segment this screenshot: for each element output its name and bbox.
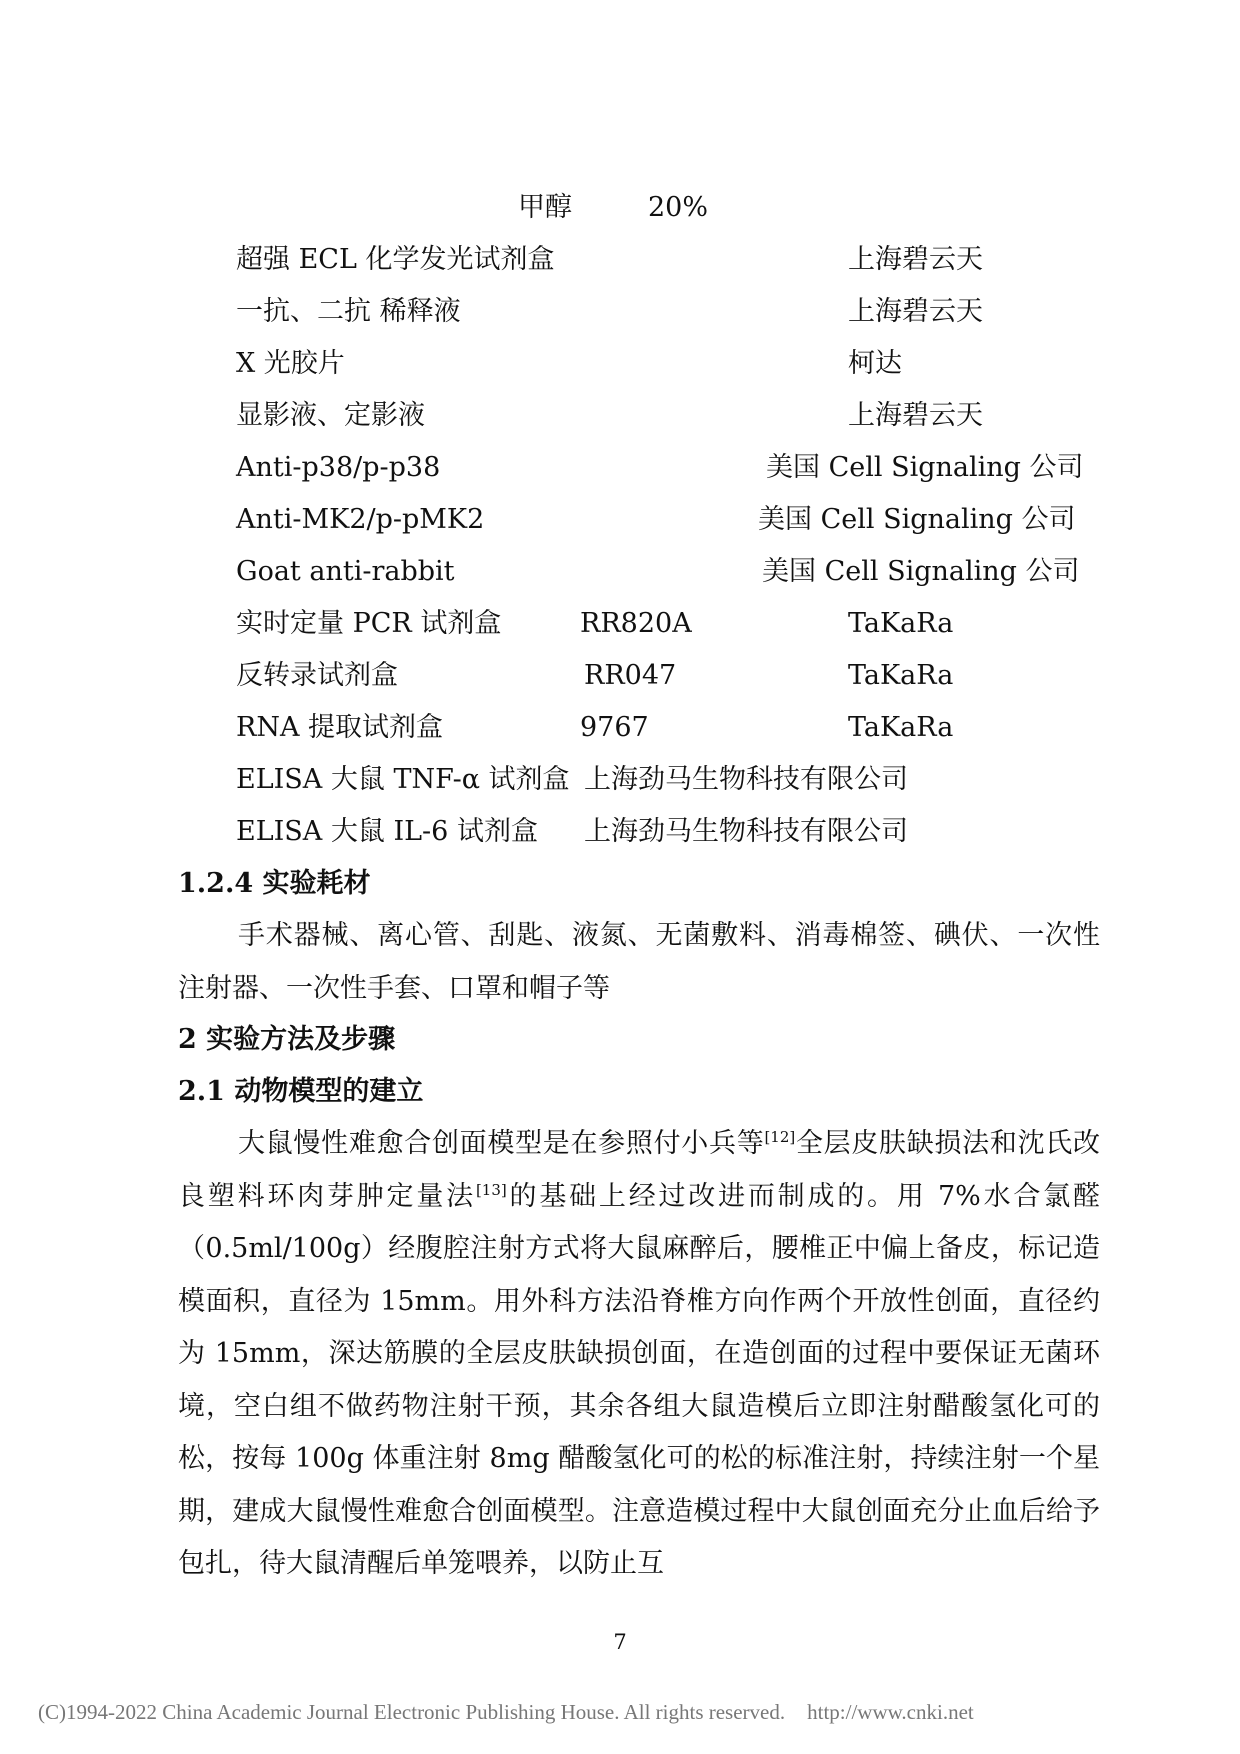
- footer-url[interactable]: http://www.cnki.net: [807, 1700, 974, 1724]
- reagent-name: X 光胶片: [236, 348, 345, 379]
- reagent-code: RR047: [584, 660, 677, 691]
- reference-12: [12]: [764, 1128, 796, 1146]
- reagent-name: ELISA 大鼠 IL-6 试剂盒: [236, 816, 538, 847]
- reagent-supplier: 美国 Cell Signaling 公司: [766, 452, 1084, 483]
- section-heading-2-1: 2.1 动物模型的建立: [178, 1076, 424, 1107]
- model-text: [178, 1118, 1100, 1591]
- reagent-supplier: TaKaRa: [848, 712, 954, 743]
- reagent-name: Anti-p38/p-p38: [236, 452, 441, 483]
- section-heading-1-2-4: 1.2.4 实验耗材: [178, 868, 371, 899]
- reagent-supplier: 上海碧云天: [848, 296, 983, 327]
- model-text-part-c: 的基础上经过改进而制成的。用 7%水合氯醛（0.5ml/100g）经腹腔注射方式将大鼠麻醉后，腰椎正中偏上备皮，标记造模面积，直径为 15mm。用外科方法沿脊椎方向作两个开放性创面，直径约为 15mm，深达筋膜的全层皮肤缺损创面，在造创面的过程中要保证无菌环境，空白组不做药物注射干预，其余各组大鼠造模后立即注射醋酸氢化可的松，按每 100g 体重注射 8mg 醋酸氢化可的松的标准注射，持续注射一个星期，建成大鼠慢性难愈合创面模型。注意造模过程中大鼠创面充分止血后给予包扎，待大鼠清醒后单笼喂养，以防止互: [178, 1180, 1101, 1579]
- consumables-text: 手术器械、离心管、刮匙、液氮、无菌敷料、消毒棉签、碘伏、一次性注射器、一次性手套、口罩和帽子等: [178, 920, 1100, 1004]
- copyright-footer: [38, 1700, 974, 1725]
- methanol-label: 甲醇: [518, 192, 572, 223]
- reagent-name: RNA 提取试剂盒: [236, 712, 444, 743]
- methanol-value: 20%: [648, 192, 709, 223]
- reference-13: [13]: [475, 1180, 507, 1199]
- reagent-name: Anti-MK2/p-pMK2: [236, 504, 485, 535]
- reagent-name: 实时定量 PCR 试剂盒: [236, 608, 502, 639]
- reagent-supplier: 美国 Cell Signaling 公司: [762, 556, 1080, 587]
- reagent-supplier: TaKaRa: [848, 660, 954, 691]
- reagent-name: ELISA 大鼠 TNF-α 试剂盒: [236, 764, 570, 795]
- reagent-supplier: 柯达: [848, 348, 902, 379]
- reagent-name: 超强 ECL 化学发光试剂盒: [236, 244, 555, 275]
- reagent-name: 反转录试剂盒: [236, 660, 398, 691]
- page-number: 7: [613, 1630, 627, 1654]
- model-text-part-a: 大鼠慢性难愈合创面模型是在参照付小兵等: [238, 1128, 765, 1159]
- reagent-supplier: 上海劲马生物科技有限公司: [584, 764, 908, 795]
- consumables-paragraph: [178, 910, 1100, 1015]
- reagent-name: Goat anti-rabbit: [236, 556, 455, 587]
- copyright-text: (C)1994-2022 China Academic Journal Electronic Publishing House. All rights reserved.: [38, 1700, 786, 1724]
- reagent-supplier: 美国 Cell Signaling 公司: [758, 504, 1076, 535]
- reagent-supplier: 上海碧云天: [848, 400, 983, 431]
- reagent-code: RR820A: [580, 608, 692, 639]
- reagent-name: 显影液、定影液: [236, 400, 425, 431]
- reagent-name: 一抗、二抗 稀释液: [236, 296, 461, 327]
- reagent-supplier: 上海碧云天: [848, 244, 983, 275]
- reagent-supplier: TaKaRa: [848, 608, 954, 639]
- model-paragraph: [178, 1118, 1100, 1591]
- reagent-supplier: 上海劲马生物科技有限公司: [584, 816, 908, 847]
- reagent-code: 9767: [580, 712, 649, 743]
- model-text-part-b: 全层皮肤缺损法和沈氏改良塑料环肉芽肿定量法: [178, 1128, 1101, 1212]
- section-heading-2: 2 实验方法及步骤: [178, 1024, 396, 1055]
